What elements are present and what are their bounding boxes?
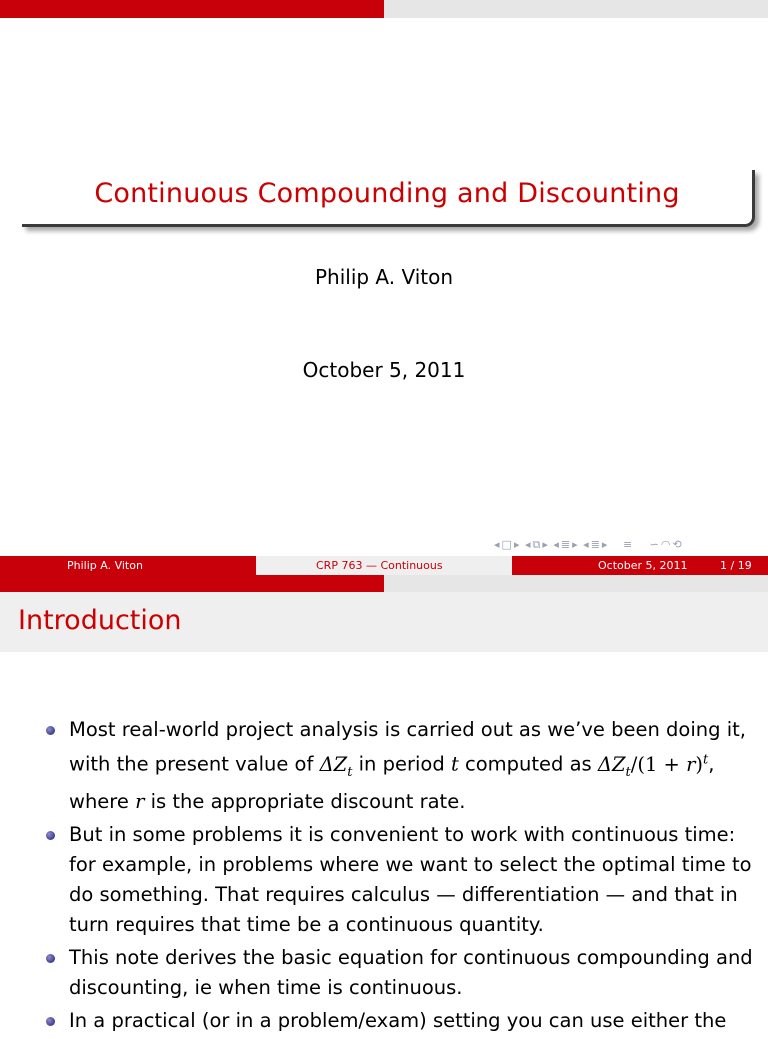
title-box [22, 170, 755, 227]
math-discount-expression: $\Delta Z_t/(1 + r)^t$ [597, 752, 709, 780]
author-name: Philip A. Viton [314, 265, 454, 289]
bullet-icon [46, 831, 55, 840]
math-r: r [135, 790, 145, 814]
bullet-text: Most real-world project analysis is carried out as we’ve been doing it, [69, 718, 746, 741]
slide-title: Continuous Compounding and Discounting [94, 178, 680, 209]
list-item [0, 820, 768, 940]
slide-footer [0, 556, 768, 575]
nav-prev-icon[interactable]: ◂ [524, 538, 531, 551]
footer-title-box [256, 556, 512, 575]
nav-next-icon[interactable]: ▸ [572, 538, 578, 551]
nav-prev-icon[interactable]: ◂ [553, 538, 559, 551]
bullet-text: But in some problems it is convenient to work with continuous time: for example, in problems where we want to select the optimal time to do something. That requires calculus — differentiation — and that in turn requires that time be a continuous quantity. [69, 823, 752, 937]
header-strip-red [0, 575, 384, 592]
nav-search-icon[interactable]: ∽ [649, 538, 659, 551]
nav-subsection-icon[interactable]: ⧉ [532, 538, 541, 551]
bullet-text: computed as [458, 752, 598, 776]
footer-author: Philip A. Viton [67, 559, 143, 572]
bullet-icon [46, 954, 55, 963]
nav-back-icon[interactable]: ◠ [660, 538, 671, 551]
footer-short-title: CRP 763 — Continuous [316, 559, 443, 572]
footer-date: October 5, 2011 [598, 559, 688, 572]
nav-prev-icon[interactable]: ◂ [583, 538, 589, 551]
footer-page-number: 1 / 19 [720, 559, 752, 572]
bullet-text: in period [352, 752, 451, 776]
nav-next-icon[interactable]: ▸ [542, 538, 548, 551]
math-t: t [450, 752, 459, 776]
bullet-text: with the present value of [69, 752, 320, 776]
nav-section-icon[interactable]: ≣ [590, 538, 600, 551]
footer-author-box [0, 556, 256, 575]
bullet-icon [46, 726, 55, 735]
bullet-list [0, 715, 768, 1039]
bullet-text: , [708, 752, 715, 776]
beamer-navigation[interactable] [494, 536, 684, 554]
bullet-text: where [69, 790, 136, 814]
footer-date-box [512, 556, 768, 575]
frame-title: Introduction [18, 605, 182, 636]
nav-section-icon[interactable]: ≣ [560, 538, 571, 551]
math-delta-z: $\Delta Z_t$ [319, 752, 353, 780]
bullet-text: This note derives the basic equation for continuous compounding and discounting, ie when time is continuous. [69, 946, 753, 1000]
header-strip-red [0, 0, 384, 18]
top-header-strip [0, 0, 768, 18]
nav-next-icon[interactable]: ▸ [601, 538, 608, 551]
header-strip-grey [384, 575, 768, 592]
bullet-text: In a practical (or in a problem/exam) setting you can use either the [69, 1009, 727, 1033]
nav-frame-icon[interactable]: □ [501, 538, 512, 551]
nav-forward-icon[interactable]: ⟲ [672, 538, 682, 551]
list-item [0, 1006, 768, 1036]
presentation-date: October 5, 2011 [302, 358, 466, 382]
nav-next-icon[interactable]: ▸ [513, 538, 520, 551]
bullet-text: is the appropriate discount rate. [144, 790, 466, 814]
second-slide-header-strip [0, 575, 768, 592]
nav-toc-icon[interactable]: ≡ [622, 538, 633, 551]
nav-prev-icon[interactable]: ◂ [494, 538, 500, 551]
frame-title-bar [0, 592, 768, 652]
list-item [0, 715, 768, 817]
header-strip-grey [384, 0, 768, 18]
list-item [0, 943, 768, 1003]
bullet-icon [46, 1017, 55, 1026]
